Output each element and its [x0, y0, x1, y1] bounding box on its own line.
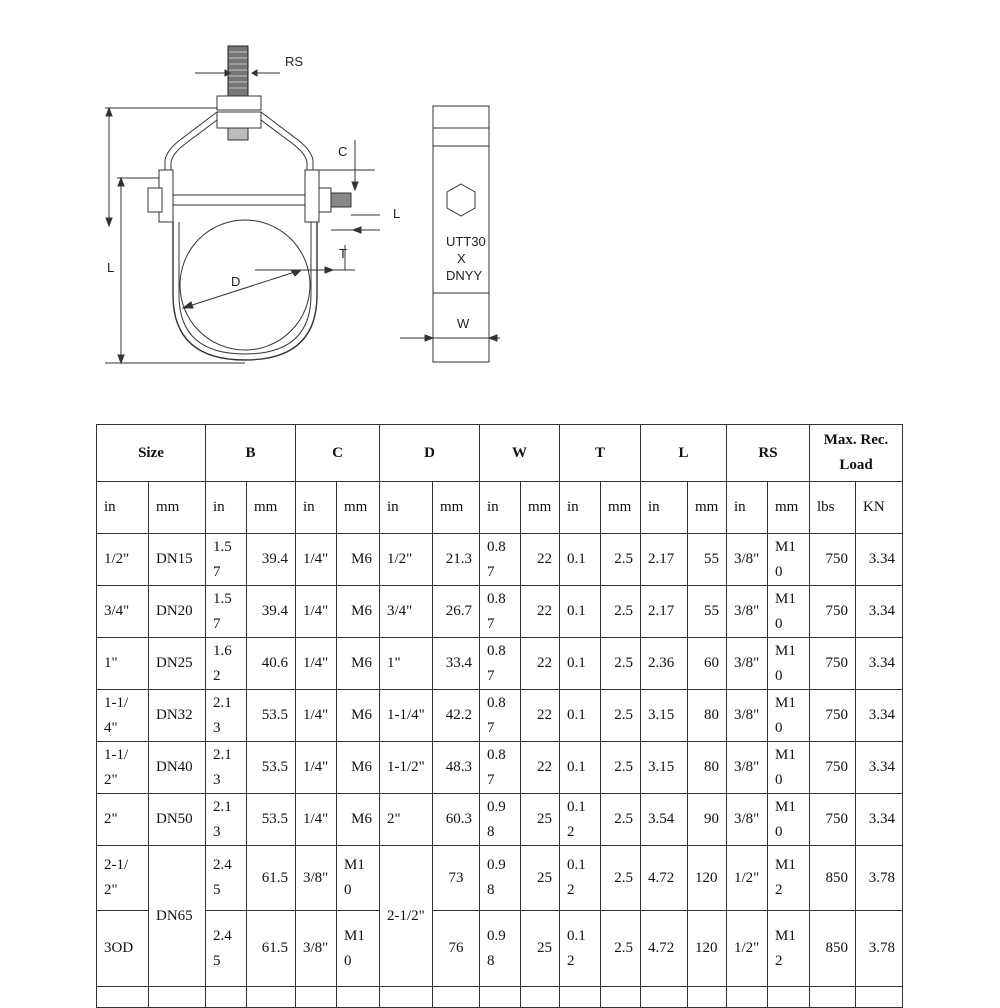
table-cell: M6: [337, 638, 380, 690]
table-cell: 42.2: [433, 690, 480, 742]
table-cell: [810, 987, 856, 1008]
header-l: L: [641, 425, 727, 482]
table-cell: M6: [337, 742, 380, 794]
header-t: T: [560, 425, 641, 482]
header-rs: RS: [727, 425, 810, 482]
table-cell: [149, 987, 206, 1008]
table-row: [97, 742, 903, 794]
table-cell: 4.72: [641, 911, 688, 987]
table-cell: 0.98: [480, 846, 521, 911]
table-cell: 1/2": [727, 846, 768, 911]
table-cell: 750: [810, 534, 856, 586]
table-cell: DN40: [149, 742, 206, 794]
table-row: [97, 534, 903, 586]
d-label: D: [231, 274, 241, 289]
table-cell: 0.87: [480, 638, 521, 690]
lower-strap: [173, 222, 317, 360]
table-cell: 1/4": [296, 794, 337, 846]
table-cell: 90: [688, 794, 727, 846]
unit-header-cell: lbs: [810, 482, 856, 534]
header-max-load: Max. Rec. Load: [810, 425, 903, 482]
unit-header-cell: in: [727, 482, 768, 534]
table-cell: [97, 987, 149, 1008]
table-cell: DN15: [149, 534, 206, 586]
table-cell: 61.5: [247, 911, 296, 987]
table-cell: 40.6: [247, 638, 296, 690]
table-cell: 750: [810, 638, 856, 690]
table-cell: 750: [810, 794, 856, 846]
table-cell: M12: [768, 911, 810, 987]
table-cell: 2.5: [601, 794, 641, 846]
c-label: C: [338, 144, 348, 159]
unit-header-cell: in: [380, 482, 433, 534]
table-cell: M6: [337, 690, 380, 742]
unit-header-cell: in: [206, 482, 247, 534]
table-cell: 22: [521, 742, 560, 794]
table-cell: 1/4": [296, 690, 337, 742]
table-cell: 3/8": [727, 638, 768, 690]
unit-header-cell: in: [296, 482, 337, 534]
table-cell: 1.62: [206, 638, 247, 690]
table-cell: 1": [97, 638, 149, 690]
table-cell: 4.72: [641, 846, 688, 911]
table-cell: [433, 987, 480, 1008]
table-cell: 0.1: [560, 742, 601, 794]
table-cell: 76: [433, 911, 480, 987]
unit-header-cell: KN: [856, 482, 903, 534]
table-row: [97, 794, 903, 846]
table-cell: M12: [768, 846, 810, 911]
table-cell: 48.3: [433, 742, 480, 794]
table-cell: [521, 987, 560, 1008]
table-cell: 2-1/2": [97, 846, 149, 911]
table-cell: M10: [768, 638, 810, 690]
table-cell: 2.5: [601, 638, 641, 690]
table-cell: M10: [768, 742, 810, 794]
table-cell: M10: [768, 586, 810, 638]
table-cell: 0.1: [560, 534, 601, 586]
table-cell: 750: [810, 742, 856, 794]
table-cell: 1.57: [206, 586, 247, 638]
table-cell: 1/2": [380, 534, 433, 586]
table-cell: [296, 987, 337, 1008]
table-cell: [380, 987, 433, 1008]
header-c: C: [296, 425, 380, 482]
table-cell: 73: [433, 846, 480, 911]
table-cell: 25: [521, 794, 560, 846]
table-cell: 39.4: [247, 586, 296, 638]
table-cell: [560, 987, 601, 1008]
table-cell: [337, 987, 380, 1008]
w-label: W: [457, 316, 470, 331]
table-cell: 1/2": [97, 534, 149, 586]
table-row: [97, 586, 903, 638]
table-cell: 2": [380, 794, 433, 846]
stamp-line-1: UTT30: [446, 234, 486, 249]
table-cell: 3OD: [97, 911, 149, 987]
table-cell: 2.17: [641, 534, 688, 586]
table-cell: 3.34: [856, 638, 903, 690]
table-cell: [247, 987, 296, 1008]
table-cell: 3/4": [97, 586, 149, 638]
clevis-hanger-drawing: [95, 40, 515, 375]
table-cell: 3.34: [856, 794, 903, 846]
table-cell: 1-1/4": [97, 690, 149, 742]
table-cell: DN65: [149, 846, 206, 987]
table-cell: M6: [337, 534, 380, 586]
table-cell: 2.13: [206, 794, 247, 846]
table-cell: 2-1/2": [380, 846, 433, 987]
table-cell: M6: [337, 794, 380, 846]
pipe-circle: [180, 220, 310, 350]
l-side-label: L: [393, 206, 401, 221]
table-cell: 2.13: [206, 690, 247, 742]
table-cell: 22: [521, 534, 560, 586]
table-cell: 3.34: [856, 534, 903, 586]
table-cell: M10: [768, 794, 810, 846]
table-cell: 1-1/4": [380, 690, 433, 742]
table-cell: 0.98: [480, 911, 521, 987]
threaded-rod: [228, 46, 248, 96]
unit-header-cell: in: [97, 482, 149, 534]
table-cell: [688, 987, 727, 1008]
table-cell: [601, 987, 641, 1008]
unit-header-cell: mm: [337, 482, 380, 534]
table-cell: 3/8": [727, 742, 768, 794]
header-w: W: [480, 425, 560, 482]
table-cell: 2.5: [601, 690, 641, 742]
top-nut: [217, 96, 261, 110]
table-cell: 2.5: [601, 846, 641, 911]
table-row: [97, 846, 903, 911]
top-nut-lower: [217, 112, 261, 128]
header-b: B: [206, 425, 296, 482]
table-cell: DN50: [149, 794, 206, 846]
table-cell: 26.7: [433, 586, 480, 638]
table-cell: 120: [688, 846, 727, 911]
table-cell: M10: [768, 690, 810, 742]
table-cell: 2.36: [641, 638, 688, 690]
table-cell: 0.1: [560, 586, 601, 638]
table-cell: 1/4": [296, 586, 337, 638]
table-cell: 3.15: [641, 690, 688, 742]
table-cell: 21.3: [433, 534, 480, 586]
table-cell: 3.78: [856, 846, 903, 911]
table-cell: DN32: [149, 690, 206, 742]
unit-header-cell: mm: [688, 482, 727, 534]
table-cell: 750: [810, 690, 856, 742]
table-cell: DN25: [149, 638, 206, 690]
unit-header-cell: in: [641, 482, 688, 534]
table-cell: [641, 987, 688, 1008]
table-cell: 80: [688, 742, 727, 794]
table-cell: 80: [688, 690, 727, 742]
table-cell: 2.5: [601, 742, 641, 794]
table-cell: 0.12: [560, 794, 601, 846]
table-cell: 3/4": [380, 586, 433, 638]
table-cell: 53.5: [247, 690, 296, 742]
table-cell: 3/8": [296, 846, 337, 911]
table-cell: 0.1: [560, 638, 601, 690]
table-cell: 39.4: [247, 534, 296, 586]
table-cell: 3.34: [856, 742, 903, 794]
header-d: D: [380, 425, 480, 482]
unit-header-cell: in: [560, 482, 601, 534]
table-cell: 120: [688, 911, 727, 987]
stamp-line-2: X: [457, 251, 466, 266]
unit-header-cell: mm: [601, 482, 641, 534]
table-cell: 55: [688, 534, 727, 586]
table-cell: 3.78: [856, 911, 903, 987]
unit-header-cell: in: [480, 482, 521, 534]
table-cell: 3/8": [727, 534, 768, 586]
h-label: L: [107, 260, 115, 275]
table-cell: 60.3: [433, 794, 480, 846]
table-cell: 0.87: [480, 742, 521, 794]
unit-header-cell: mm: [768, 482, 810, 534]
table-cell: 2.45: [206, 911, 247, 987]
table-cell: 3/8": [727, 690, 768, 742]
t-label: T: [339, 246, 347, 261]
table-cell: [856, 987, 903, 1008]
table-cell: 2": [97, 794, 149, 846]
clevis-right-plate: [305, 170, 319, 222]
table-cell: 850: [810, 911, 856, 987]
table-cell: 1-1/2": [97, 742, 149, 794]
table-row: [97, 911, 903, 987]
rs-label: RS: [285, 54, 304, 69]
table-cell: 3.34: [856, 690, 903, 742]
group-header-row: [97, 425, 903, 482]
table-cell: 2.5: [601, 911, 641, 987]
table-cell: 0.12: [560, 911, 601, 987]
table-cell: 22: [521, 690, 560, 742]
unit-header-row: [97, 482, 903, 534]
table-cell: 3/8": [727, 586, 768, 638]
table-cell: 3.54: [641, 794, 688, 846]
table-cell: 3/8": [727, 794, 768, 846]
table-cell: [206, 987, 247, 1008]
table-cell: 1/2": [727, 911, 768, 987]
table-cell: [727, 987, 768, 1008]
stamp-line-3: DNYY: [446, 268, 483, 283]
table-cell: 0.98: [480, 794, 521, 846]
table-cell: 33.4: [433, 638, 480, 690]
table-cell: M10: [337, 911, 380, 987]
table-cell: 2.17: [641, 586, 688, 638]
table-cell: 22: [521, 638, 560, 690]
table-cell: 1-1/2": [380, 742, 433, 794]
table-cell: 850: [810, 846, 856, 911]
table-cell: 2.45: [206, 846, 247, 911]
table-cell: DN20: [149, 586, 206, 638]
table-cell: 25: [521, 846, 560, 911]
table-cell: 55: [688, 586, 727, 638]
table-row: [97, 638, 903, 690]
table-cell: 750: [810, 586, 856, 638]
unit-header-cell: mm: [521, 482, 560, 534]
cross-bolt: [148, 188, 162, 212]
table-cell: 1": [380, 638, 433, 690]
table-cell: 0.1: [560, 690, 601, 742]
table-cell: M10: [768, 534, 810, 586]
table-cell: 61.5: [247, 846, 296, 911]
table-cell: 25: [521, 911, 560, 987]
table-cell: 0.87: [480, 690, 521, 742]
unit-header-cell: mm: [247, 482, 296, 534]
table-cell: 1/4": [296, 742, 337, 794]
table-cell: M6: [337, 586, 380, 638]
table-row: [97, 690, 903, 742]
table-cell: 3.15: [641, 742, 688, 794]
spec-table: [96, 424, 903, 1008]
table-cell: 3.34: [856, 586, 903, 638]
table-cell: 3/8": [296, 911, 337, 987]
table-cell: [480, 987, 521, 1008]
table-cell: 0.12: [560, 846, 601, 911]
table-cell: 2.5: [601, 534, 641, 586]
table-cell: 60: [688, 638, 727, 690]
table-cell: 53.5: [247, 794, 296, 846]
table-cell: 1.57: [206, 534, 247, 586]
table-row: [97, 987, 903, 1008]
table-cell: 53.5: [247, 742, 296, 794]
table-cell: 0.87: [480, 586, 521, 638]
table-cell: 1/4": [296, 638, 337, 690]
table-cell: 2.5: [601, 586, 641, 638]
unit-header-cell: mm: [433, 482, 480, 534]
table-cell: 0.87: [480, 534, 521, 586]
table-cell: [768, 987, 810, 1008]
table-cell: 22: [521, 586, 560, 638]
table-cell: 1/4": [296, 534, 337, 586]
table-cell: M10: [337, 846, 380, 911]
header-size: Size: [97, 425, 206, 482]
table-cell: 2.13: [206, 742, 247, 794]
unit-header-cell: mm: [149, 482, 206, 534]
